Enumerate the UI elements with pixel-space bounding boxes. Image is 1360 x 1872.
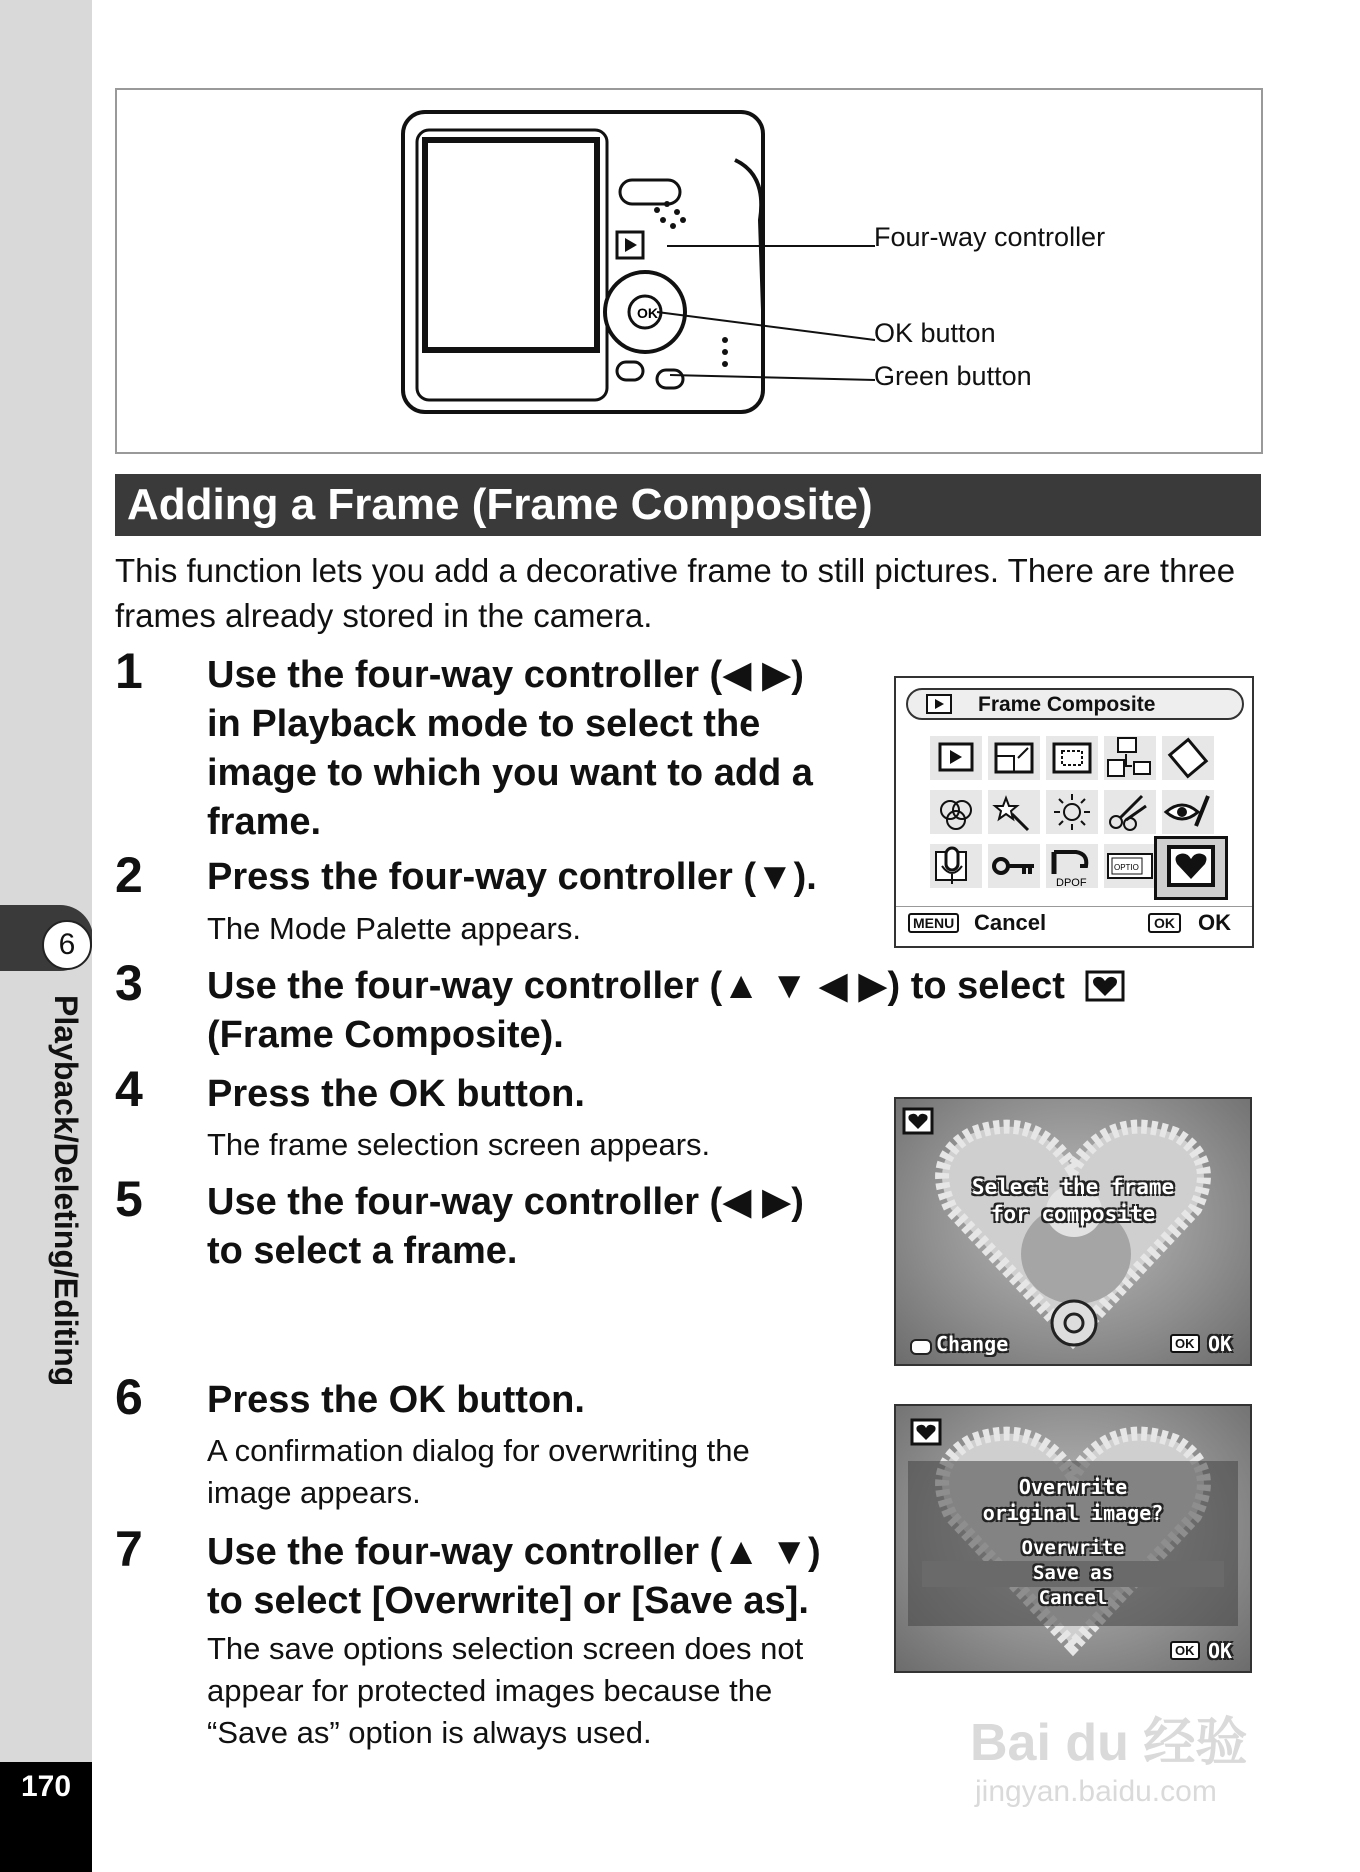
red-eye-icon[interactable] — [1104, 790, 1156, 834]
dpof-label: DPOF — [1056, 877, 1087, 888]
step-6-number: 6 — [115, 1369, 143, 1425]
step-4-body: The frame selection screen appears. — [207, 1127, 711, 1162]
intro-paragraph: This function lets you add a decorative frame to still pictures. There are three frames already stored in the camera. — [115, 552, 1236, 634]
rotate-icon[interactable] — [1162, 736, 1214, 780]
confirm-mode-icon — [910, 1418, 942, 1446]
frame-selection-message: Select the frame for composite — [971, 1175, 1175, 1226]
step-7-number: 7 — [115, 1521, 143, 1577]
step-1-heading: Use the four-way controller (◀ ▶) in Playback mode to select the image to which you want to add a frame. — [207, 654, 813, 843]
brightness-icon[interactable] — [1046, 790, 1098, 834]
cancel-button[interactable]: Cancel — [974, 910, 1047, 935]
copy-icon[interactable] — [1104, 736, 1156, 780]
optio-label: OPTIO — [1114, 863, 1139, 872]
resize-icon[interactable] — [988, 736, 1040, 780]
confirm-ok-key: OK — [1170, 1641, 1200, 1660]
palette-title: Frame Composite — [978, 693, 1156, 716]
callout-ok-button: OK button — [874, 318, 996, 348]
step-2-heading: Press the four-way controller (▼). — [207, 856, 817, 898]
eye-icon[interactable] — [1162, 790, 1214, 834]
step-3-number: 3 — [115, 955, 143, 1011]
dpof-icon[interactable] — [1046, 844, 1098, 888]
menu-key: MENU — [908, 913, 959, 933]
step-4-number: 4 — [115, 1061, 143, 1117]
camera-illustration — [395, 100, 875, 420]
step-5-number: 5 — [115, 1171, 143, 1227]
step-1-number: 1 — [115, 643, 143, 699]
ok-button[interactable]: OK — [1198, 910, 1231, 935]
start-up-screen-icon[interactable] — [1104, 844, 1156, 888]
step-2-body: The Mode Palette appears. — [207, 911, 581, 946]
watermark-url: jingyan.baidu.com — [975, 1775, 1217, 1808]
option-overwrite[interactable]: Overwrite — [1021, 1537, 1125, 1559]
page-number: 170 — [20, 1770, 72, 1803]
step-3-heading: Use the four-way controller (▲ ▼ ◀ ▶) to select (Frame Composite). — [207, 962, 1207, 1060]
crop-icon[interactable] — [1046, 736, 1098, 780]
confirm-question: Overwrite original image? — [982, 1475, 1164, 1525]
frame-composite-mode-icon — [902, 1107, 934, 1135]
confirm-ok-button[interactable]: OK — [1208, 1639, 1233, 1663]
step-4-heading: Press the OK button. — [207, 1073, 585, 1115]
frame-composite-icon — [1085, 970, 1125, 1002]
ok-key: OK — [1148, 913, 1181, 933]
watermark-logo: Bai du 经验 — [970, 1714, 1248, 1772]
chapter-number: 6 — [42, 920, 92, 970]
section-title: Adding a Frame (Frame Composite) — [127, 480, 873, 529]
protect-icon[interactable] — [988, 844, 1040, 888]
figure-ok-label: OK — [637, 305, 658, 321]
digital-filter-icon[interactable] — [988, 790, 1040, 834]
frame-ok-button[interactable]: OK — [1208, 1332, 1233, 1356]
change-button[interactable]: Change — [936, 1332, 1009, 1356]
color-filter-icon[interactable] — [930, 790, 982, 834]
step-2-number: 2 — [115, 847, 143, 903]
confirm-options — [896, 1536, 1250, 1611]
chapter-title: Playback/Deleting/Editing — [48, 995, 84, 1387]
frame-ok-key: OK — [1170, 1334, 1200, 1353]
frame-composite-option-selected[interactable] — [1154, 836, 1228, 900]
frame-selection-screen — [894, 1097, 1252, 1366]
overwrite-confirm-screen — [894, 1404, 1252, 1673]
playback-mode-icon — [926, 694, 952, 714]
callout-four-way-controller: Four-way controller — [874, 222, 1106, 252]
option-save-as[interactable]: Save as — [1032, 1562, 1114, 1584]
callout-green-button: Green button — [874, 361, 1032, 391]
playback-icon[interactable] — [930, 736, 982, 780]
heart-frame — [896, 1099, 1250, 1364]
step-6-heading: Press the OK button. — [207, 1379, 585, 1421]
mode-palette-screen — [894, 676, 1254, 948]
step-5-heading: Use the four-way controller (◀ ▶) to select a frame. — [207, 1181, 804, 1272]
step-7-body: The save options selection screen does not appear for protected images because the “Save as” option is always used. — [207, 1631, 804, 1750]
step-7-heading: Use the four-way controller (▲ ▼) to select [Overwrite] or [Save as]. — [207, 1531, 821, 1622]
green-button-icon — [910, 1339, 932, 1355]
palette-title-bar — [906, 688, 1244, 720]
voice-memo-icon[interactable] — [930, 844, 982, 888]
option-cancel[interactable]: Cancel — [1038, 1587, 1108, 1609]
step-6-body: A confirmation dialog for overwriting the image appears. — [207, 1433, 750, 1510]
